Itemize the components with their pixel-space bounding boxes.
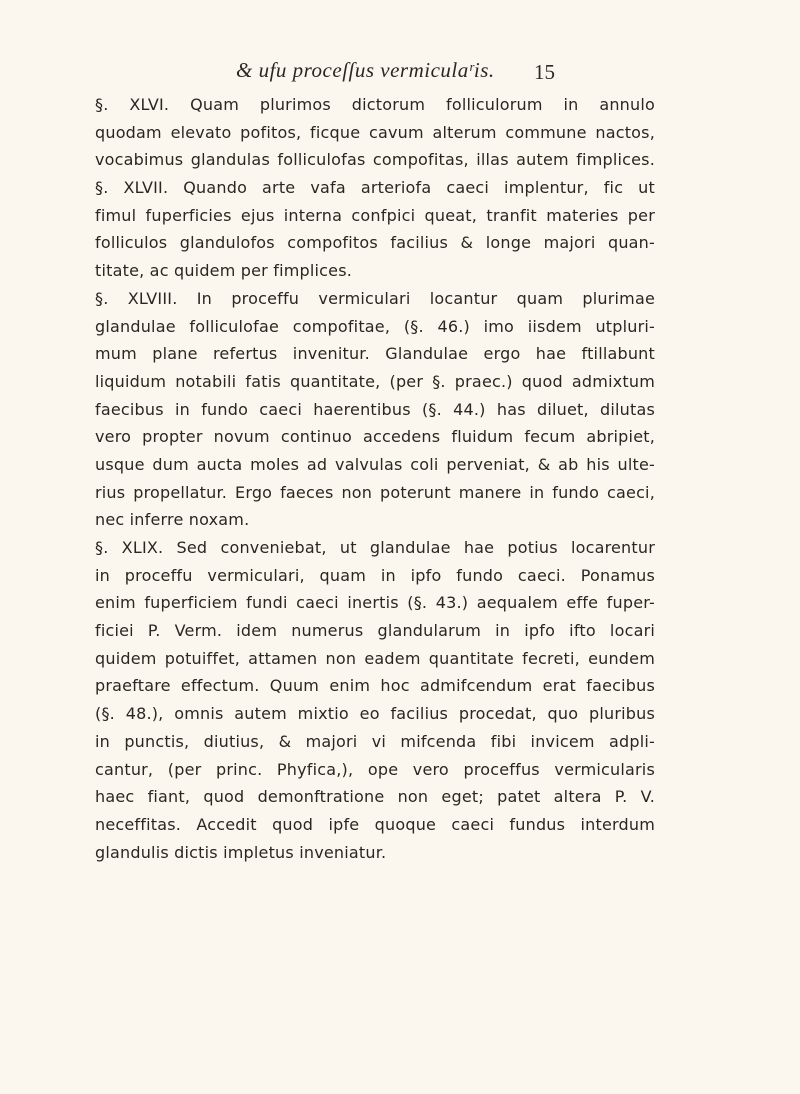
text-line: neceffitas. Accedit quod ipfe quoque caeci fundus interdum [95, 814, 655, 834]
text-line: quodam elevato pofitos, ficque cavum alterum commune nactos, [95, 122, 655, 142]
text-line: nec inferre noxam. [95, 510, 250, 530]
text-line: rius propellatur. Ergo faeces non poterunt manere in fundo caeci, [95, 482, 655, 502]
text-line: (§. 48.), omnis autem mixtio eo facilius procedat, quo pluribus [95, 704, 655, 724]
page-number: 15 [534, 60, 555, 84]
text-line: titate, ac quidem per fimplices. [95, 261, 353, 281]
text-line: quidem potuiffet, attamen non eadem quantitate fecreti, eundem [95, 648, 655, 668]
text-line: liquidum notabili fatis quantitate, (per §. praec.) quod admixtum [95, 371, 655, 391]
text-line: in punctis, diutius, & majori vi mifcenda fibi invicem adpli- [95, 731, 655, 751]
text-line: ficiei P. Verm. idem numerus glandularum in ipfo ifto locari [95, 621, 655, 641]
text-line: haec fiant, quod demonftratione non eget; patet altera P. V. [95, 787, 655, 807]
text-line: §. XLVII. Quando arte vafa arteriofa caeci implentur, fic ut [95, 178, 655, 198]
body-text [95, 91, 655, 866]
text-line: vero propter novum continuo accedens fluidum fecum abripiet, [95, 427, 655, 447]
text-line: §. XLVIII. In proceffu vermiculari locantur quam plurimae [95, 288, 655, 308]
text-line: §. XLVI. Quam plurimos dictorum folliculorum in annulo [95, 95, 655, 114]
text-line: usque dum aucta moles ad valvulas coli perveniat, & ab his ulte- [95, 454, 655, 474]
text-line: fimul fuperficies ejus interna confpici queat, tranfit materies per [95, 205, 655, 225]
text-line: in proceffu vermiculari, quam in ipfo fundo caeci. Ponamus [95, 565, 655, 585]
text-line: mum plane refertus invenitur. Glandulae ergo hae ftillabunt [95, 344, 655, 364]
text-line: §. XLIX. Sed conveniebat, ut glandulae hae potius locarentur [95, 538, 655, 557]
text-line: folliculos glandulofos compofitos facilius & longe majori quan- [95, 233, 655, 253]
text-line: cantur, (per princ. Phyfica,), ope vero proceffus vermicularis [95, 759, 655, 779]
text-line: enim fuperficiem fundi caeci inertis (§. 43.) aequalem effe fuper- [95, 593, 655, 613]
text-line: vocabimus glandulas folliculofas compofitas, illas autem fimplices. [95, 150, 655, 170]
text-line: glandulis dictis impletus inveniatur. [95, 842, 387, 862]
text-line: glandulae folliculofae compofitae, (§. 46.) imo iisdem utpluri- [95, 316, 655, 336]
running-title: & ufu proceſſus vermiculaʳis. [236, 58, 495, 82]
text-line: faecibus in fundo caeci haerentibus (§. 44.) has diluet, dilutas [95, 399, 655, 419]
text-line: praeftare effectum. Quum enim hoc admifcendum erat faecibus [95, 676, 655, 696]
